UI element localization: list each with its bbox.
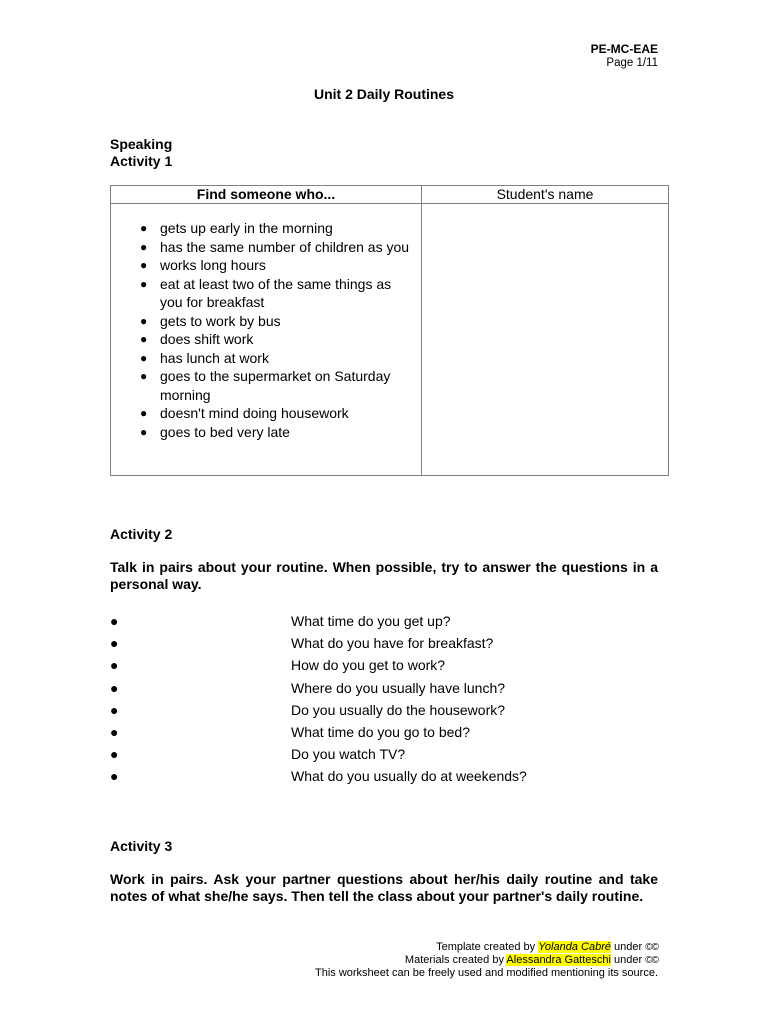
page-number: Page 1/11 bbox=[606, 57, 658, 69]
list-item: ● doesn't mind doing housework bbox=[140, 405, 349, 421]
question-item: ● Do you usually do the housework? bbox=[110, 701, 506, 718]
question-item: ● What do you have for breakfast? bbox=[110, 635, 494, 652]
document-code: PE-MC-EAE bbox=[590, 42, 658, 56]
list-item: ● gets up early in the morning bbox=[140, 220, 333, 236]
activity2-heading: Activity 2 bbox=[110, 526, 173, 542]
table-header-student: Student's name bbox=[422, 186, 669, 204]
question-item: ● How do you get to work? bbox=[110, 657, 446, 674]
bullet-icon: ● bbox=[110, 723, 119, 740]
activity3-instruction: Work in pairs. Ask your partner questions about her/his daily routine and take notes of what she/he says. Then tell the class about your partner's daily routine. bbox=[110, 871, 658, 904]
list-item: ● has lunch at work bbox=[140, 349, 269, 366]
bullet-icon: ● bbox=[140, 276, 148, 291]
list-item: ● goes to bed very late bbox=[140, 423, 290, 440]
bullet-icon: ● bbox=[110, 768, 119, 785]
bullet-icon: ● bbox=[140, 424, 148, 439]
bullet-icon: ● bbox=[110, 613, 119, 629]
bullet-icon: ● bbox=[110, 657, 119, 674]
bullet-icon: ● bbox=[140, 350, 148, 365]
materials-author: Alessandra Gatteschi bbox=[506, 954, 611, 966]
activity2-instruction: Talk in pairs about your routine. When possible, try to answer the questions in a personal way. bbox=[110, 559, 658, 592]
table-header-find: Find someone who... bbox=[111, 186, 422, 204]
activity1-heading: Activity 1 bbox=[110, 153, 173, 169]
license-icon: ©© bbox=[645, 955, 658, 966]
bullet-icon: ● bbox=[140, 239, 148, 254]
bullet-icon: ● bbox=[140, 313, 148, 328]
bullet-icon: ● bbox=[140, 406, 148, 420]
unit-title: Unit 2 Daily Routines bbox=[313, 86, 455, 102]
question-item: ● What time do you go to bed? bbox=[110, 723, 470, 740]
footer-materials-credit: Materials created by Alessandra Gatteschi under ©© bbox=[404, 954, 658, 966]
list-item: ● eat at least two of the same things as you for breakfast bbox=[140, 275, 392, 310]
list-item: ● gets to work by bus bbox=[140, 312, 281, 329]
question-item: ● Do you watch TV? bbox=[110, 746, 406, 763]
activity3-heading: Activity 3 bbox=[110, 838, 173, 854]
list-item: ● has the same number of children as you bbox=[140, 238, 410, 255]
template-author: Yolanda Cabré bbox=[538, 941, 611, 953]
speaking-heading: Speaking bbox=[110, 136, 173, 152]
license-icon: ©© bbox=[645, 942, 658, 953]
bullet-icon: ● bbox=[110, 635, 119, 652]
bullet-icon: ● bbox=[110, 679, 119, 696]
bullet-icon: ● bbox=[140, 369, 148, 383]
bullet-icon: ● bbox=[110, 746, 119, 763]
find-someone-list bbox=[110, 219, 420, 441]
footer-note: This worksheet can be freely used and modified mentioning its source. bbox=[314, 967, 658, 979]
student-name-cell bbox=[422, 204, 669, 476]
bullet-icon: ● bbox=[140, 332, 148, 346]
footer-template-credit: Template created by Yolanda Cabré under ©© bbox=[436, 941, 658, 953]
bullet-icon: ● bbox=[110, 701, 119, 718]
question-item: ● What do you usually do at weekends? bbox=[110, 768, 527, 785]
question-item: ● What time do you get up? bbox=[110, 613, 451, 629]
questions-list bbox=[110, 612, 670, 790]
list-item: ● does shift work bbox=[140, 331, 254, 347]
bullet-icon: ● bbox=[140, 221, 148, 235]
question-item: ● Where do you usually have lunch? bbox=[110, 679, 506, 696]
bullet-icon: ● bbox=[140, 258, 148, 272]
list-item: ● goes to the supermarket on Saturday morning bbox=[140, 368, 391, 403]
list-item: ● works long hours bbox=[140, 257, 266, 273]
